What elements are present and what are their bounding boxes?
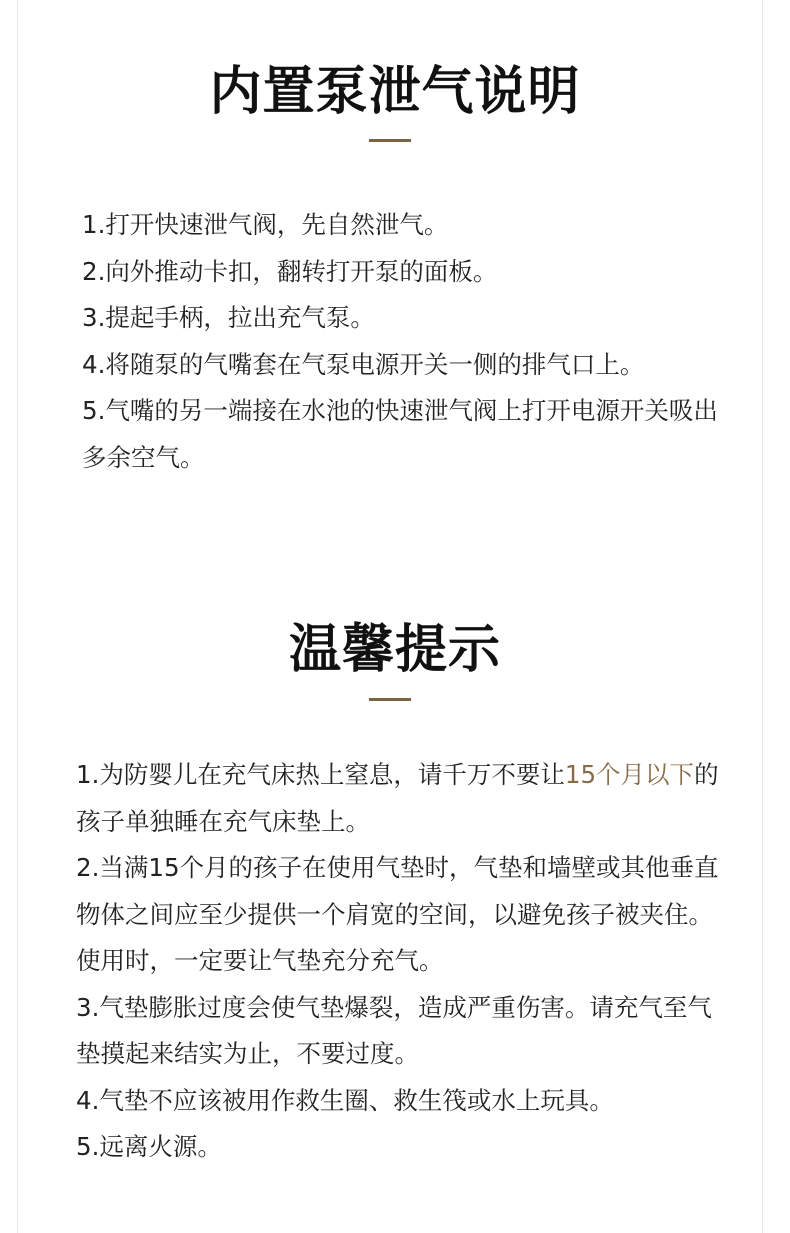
list-item [76, 752, 726, 845]
title-divider [369, 139, 411, 142]
list-item: 5.气嘴的另一端接在水池的快速泄气阀上打开电源开关吸出多余空气。 [82, 396, 718, 472]
list-item: 4.气垫不应该被用作救生圈、救生筏或水上玩具。 [76, 1085, 614, 1115]
list-item: 2.向外推动卡扣，翻转打开泵的面板。 [82, 256, 498, 286]
title-divider [369, 698, 411, 701]
list-item: 2.当满15个月的孩子在使用气垫时，气垫和墙壁或其他垂直物体之间应至少提供一个肩宽的空间，以避免孩子被夹住。使用时，一定要让气垫充分充气。 [76, 853, 719, 975]
tip-text: 的孩子单独睡在充气床垫上。 [76, 760, 719, 836]
list-item: 4.将随泵的气嘴套在气泵电源开关一侧的排气口上。 [82, 349, 645, 379]
section-title-tips: 温馨提示 [288, 620, 501, 680]
list-item: 5.远离火源。 [76, 1132, 222, 1161]
deflation-steps-list [82, 202, 732, 481]
age-highlight: 15个月以下 [564, 760, 695, 789]
section-title-deflation: 内置泵泄气说明 [209, 62, 581, 122]
tips-list [76, 752, 726, 1171]
list-item: 3.提起手柄，拉出充气泵。 [82, 303, 375, 332]
list-item: 3.气垫膨胀过度会使气垫爆裂，造成严重伤害。请充气至气垫摸起来结实为止，不要过度。 [76, 992, 712, 1068]
tip-text: 1.为防婴儿在充气床热上窒息，请千万不要让 [76, 760, 565, 789]
list-item: 1.打开快速泄气阀，先自然泄气。 [82, 210, 449, 239]
